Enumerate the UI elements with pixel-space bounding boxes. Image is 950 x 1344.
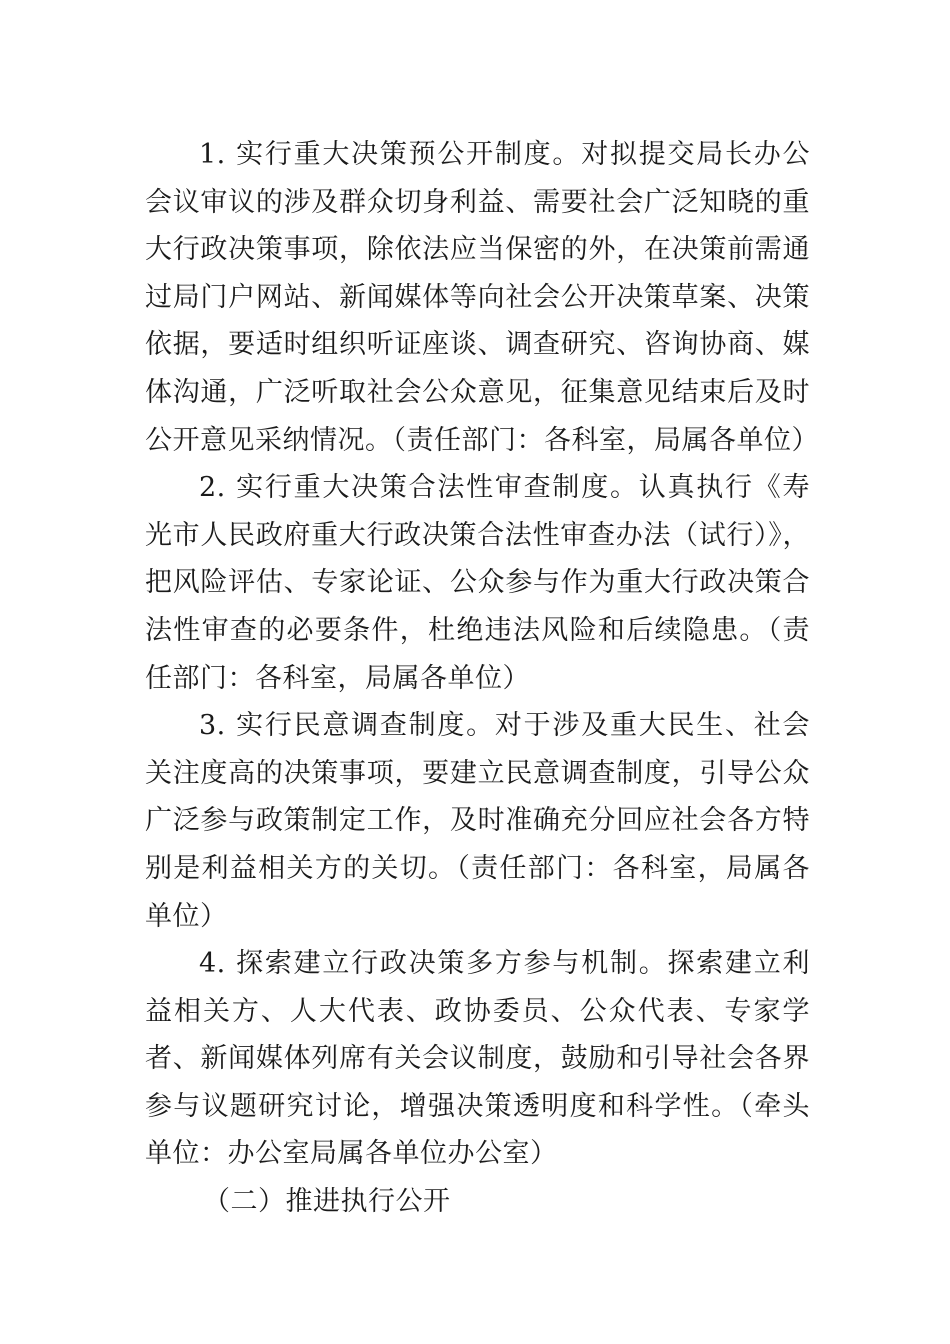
paragraph-2: 2. 实行重大决策合法性审查制度。认真执行《寿光市人民政府重大行政决策合法性审查办法（试行）》，把风险评估、专家论证、公众参与作为重大行政决策合法性审查的必要条件，杜绝违法风险和后续隐患。（责任部门：各科室，局属各单位） [145,472,810,694]
paragraph-1: 1. 实行重大决策预公开制度。对拟提交局长办公会议审议的涉及群众切身利益、需要社会广泛知晓的重大行政决策事项，除依法应当保密的外，在决策前需通过局门户网站、新闻媒体等向社会公开决策草案、决策依据，要适时组织听证座谈、调查研究、咨询协商、媒体沟通，广泛听取社会公众意见，征集意见结束后及时公开意见采纳情况。（责任部门：各科室，局属各单位） [145,139,819,456]
document-body [145,131,819,1226]
section-heading: （二）推进执行公开 [203,1186,451,1218]
paragraph-3: 3. 实行民意调查制度。对于涉及重大民生、社会关注度高的决策事项，要建立民意调查制度，引导公众广泛参与政策制定工作，及时准确充分回应社会各方特别是利益相关方的关切。（责任部门：各科室，局属各单位） [145,710,810,932]
paragraph-4: 4. 探索建立行政决策多方参与机制。探索建立利益相关方、人大代表、政协委员、公众代表、专家学者、新闻媒体列席有关会议制度，鼓励和引导社会各界参与议题研究讨论，增强决策透明度和科学性。（牵头单位：办公室局属各单位办公室） [145,948,810,1170]
